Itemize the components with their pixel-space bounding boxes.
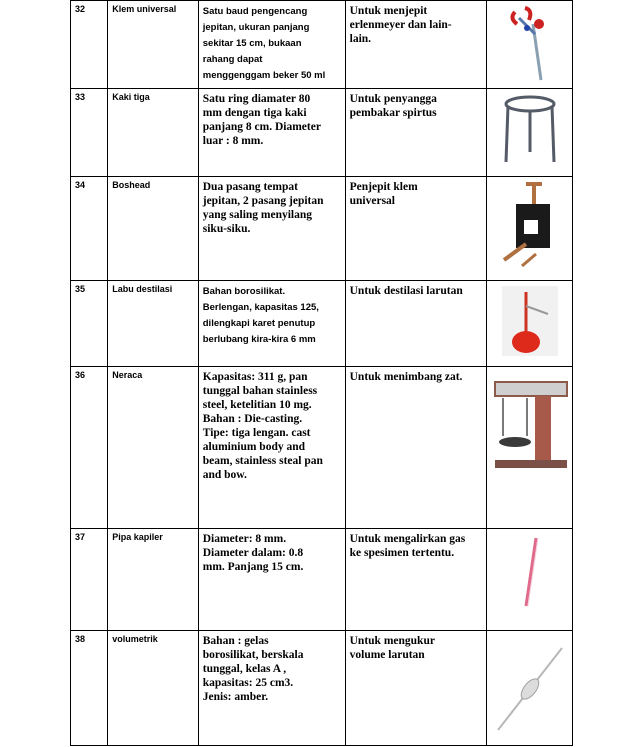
equipment-table (70, 0, 573, 746)
equipment-spec: Satu baud pengencang jepitan, ukuran panjang sekitar 15 cm, bukaan rahang dapat menggenggam beker 50 ml (198, 1, 345, 89)
table-row (71, 89, 573, 177)
universal-clamp-image (487, 1, 573, 89)
boss-head-clamp-image (487, 177, 573, 281)
equipment-use: Untuk penyangga pembakar spirtus (345, 89, 487, 177)
table-row (71, 281, 573, 367)
equipment-use: Untuk menjepit erlenmeyer dan lain- lain. (345, 1, 487, 89)
row-number: 33 (71, 89, 108, 177)
triple-beam-balance-image (487, 367, 573, 529)
equipment-use: Untuk destilasi larutan (345, 281, 487, 367)
equipment-spec: Diameter: 8 mm. Diameter dalam: 0.8 mm. Panjang 15 cm. (198, 529, 345, 631)
row-number: 37 (71, 529, 108, 631)
equipment-spec: Bahan : gelas borosilikat, berskala tunggal, kelas A , kapasitas: 25 cm3. Jenis: amber. (198, 631, 345, 746)
table-row (71, 177, 573, 281)
equipment-name: Labu destilasi (108, 281, 199, 367)
capillary-tube-image (487, 529, 573, 631)
tripod-stand-image (487, 89, 573, 177)
equipment-spec: Kapasitas: 311 g, pan tunggal bahan stainless steel, ketelitian 10 mg. Bahan : Die-casting. Tipe: tiga lengan. cast aluminium body and beam, stainless steal pan and bow. (198, 367, 345, 529)
equipment-name: Pipa kapiler (108, 529, 199, 631)
equipment-use: Penjepit klem universal (345, 177, 487, 281)
equipment-name: Kaki tiga (108, 89, 199, 177)
row-number: 35 (71, 281, 108, 367)
row-number: 34 (71, 177, 108, 281)
equipment-name: Boshead (108, 177, 199, 281)
equipment-spec: Satu ring diamater 80 mm dengan tiga kaki panjang 8 cm. Diameter luar : 8 mm. (198, 89, 345, 177)
row-number: 36 (71, 367, 108, 529)
row-number: 38 (71, 631, 108, 746)
equipment-spec: Dua pasang tempat jepitan, 2 pasang jepitan yang saling menyilang siku-siku. (198, 177, 345, 281)
table-row (71, 367, 573, 529)
equipment-use: Untuk mengukur volume larutan (345, 631, 487, 746)
table-row (71, 529, 573, 631)
equipment-use: Untuk menimbang zat. (345, 367, 487, 529)
volumetric-pipette-image (487, 631, 573, 746)
equipment-use: Untuk mengalirkan gas ke spesimen tertentu. (345, 529, 487, 631)
equipment-spec: Bahan borosilikat. Berlengan, kapasitas 125, dilengkapi karet penutup berlubang kira-kira 6 mm (198, 281, 345, 367)
row-number: 32 (71, 1, 108, 89)
equipment-name: Klem universal (108, 1, 199, 89)
equipment-name: volumetrik (108, 631, 199, 746)
distillation-flask-image (487, 281, 573, 367)
table-row (71, 1, 573, 89)
table-row (71, 631, 573, 746)
equipment-name: Neraca (108, 367, 199, 529)
